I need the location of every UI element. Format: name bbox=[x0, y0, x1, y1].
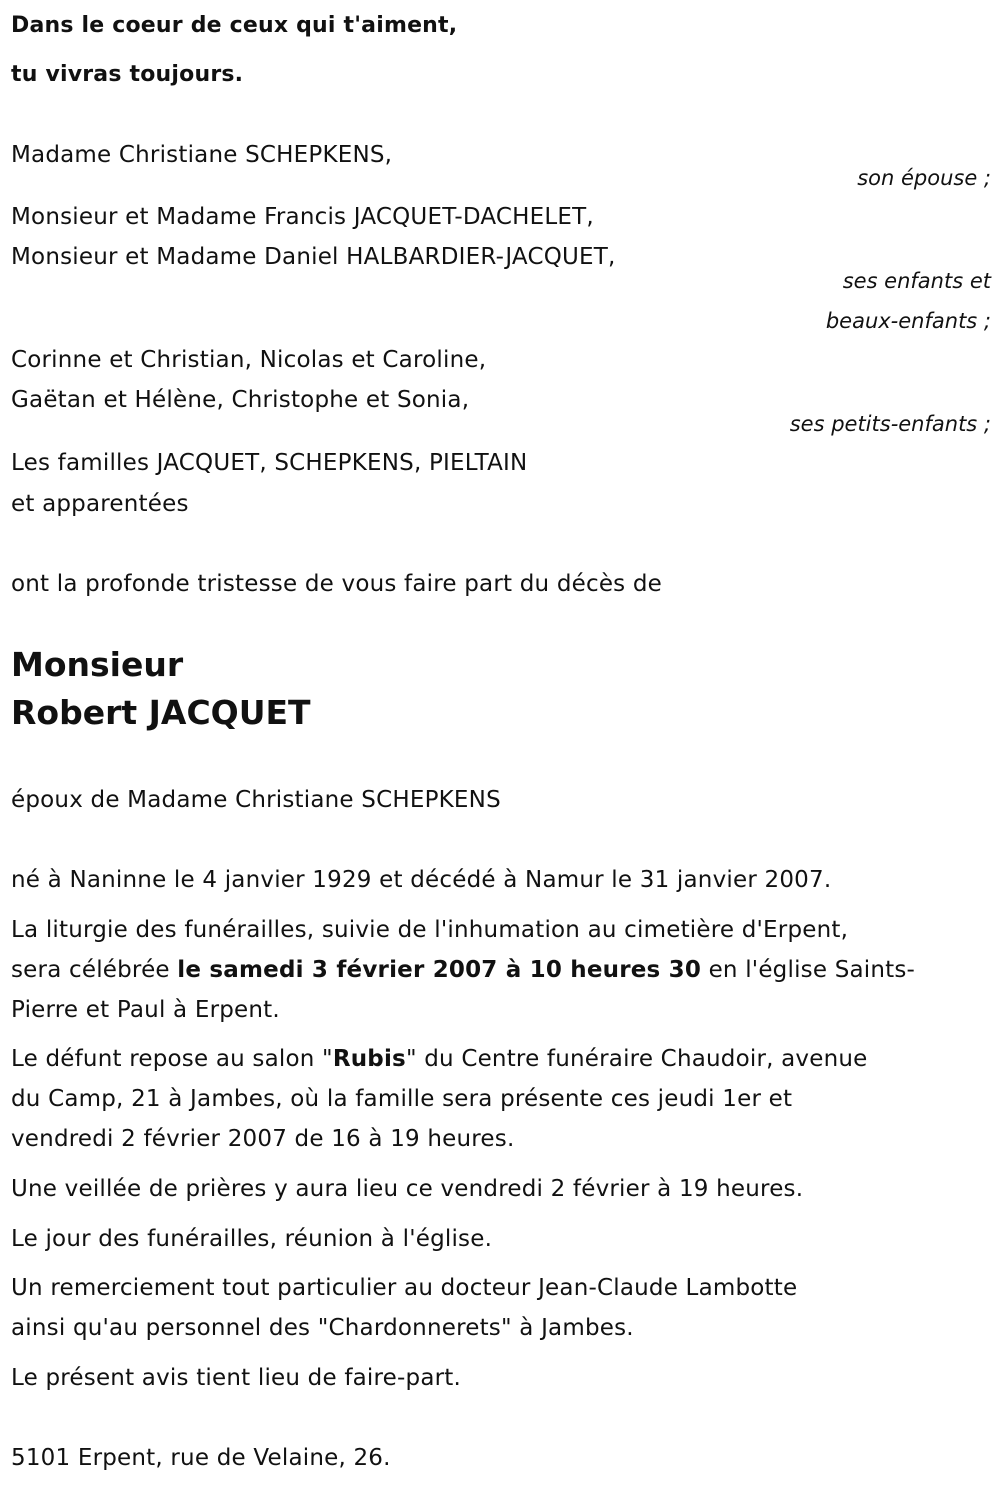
birth-death-line: né à Naninne le 4 janvier 1929 et décédé à Namur le 31 janvier 2007. bbox=[11, 867, 832, 893]
spouse-relation: son épouse ; bbox=[857, 166, 991, 190]
rest-line-1-post: " du Centre funéraire Chaudoir, avenue bbox=[405, 1046, 868, 1072]
salon-name: Rubis bbox=[332, 1046, 406, 1072]
notice-line: Le présent avis tient lieu de faire-part. bbox=[11, 1365, 462, 1391]
children-relation-2: beaux-enfants ; bbox=[825, 309, 991, 333]
rest-line-3: vendredi 2 février 2007 de 16 à 19 heures. bbox=[11, 1126, 515, 1152]
child-couple-2: Monsieur et Madame Daniel HALBARDIER-JACQUET, bbox=[11, 244, 616, 270]
grandchildren-line-2: Gaëtan et Hélène, Christophe et Sonia, bbox=[11, 387, 470, 413]
liturgy-line-2-post: en l'église Saints- bbox=[701, 957, 916, 983]
deceased-name: Robert JACQUET bbox=[11, 693, 311, 732]
child-couple-1: Monsieur et Madame Francis JACQUET-DACHELET, bbox=[11, 204, 594, 230]
ceremony-date-time: le samedi 3 février 2007 à 10 heures 30 bbox=[177, 957, 702, 983]
meeting-line: Le jour des funérailles, réunion à l'église. bbox=[11, 1226, 493, 1252]
grandchildren-relation: ses petits-enfants ; bbox=[789, 412, 991, 436]
rest-line-1-pre: Le défunt repose au salon " bbox=[11, 1046, 333, 1072]
epitaph-line-2: tu vivras toujours. bbox=[11, 62, 244, 87]
grandchildren-line-1: Corinne et Christian, Nicolas et Caroline, bbox=[11, 347, 487, 373]
thanks-line-2: ainsi qu'au personnel des "Chardonnerets" à Jambes. bbox=[11, 1315, 634, 1341]
announcement: ont la profonde tristesse de vous faire part du décès de bbox=[11, 571, 663, 597]
rest-line-2: du Camp, 21 à Jambes, où la famille sera présente ces jeudi 1er et bbox=[11, 1086, 793, 1112]
families-line-2: et apparentées bbox=[11, 491, 189, 517]
deceased-spouse-line: époux de Madame Christiane SCHEPKENS bbox=[11, 787, 501, 813]
liturgy-line-2-pre: sera célébrée bbox=[11, 957, 178, 983]
thanks-line-1: Un remerciement tout particulier au docteur Jean-Claude Lambotte bbox=[11, 1275, 798, 1301]
liturgy-line-2 bbox=[11, 956, 915, 984]
liturgy-line-3: Pierre et Paul à Erpent. bbox=[11, 997, 280, 1023]
families-line-1: Les familles JACQUET, SCHEPKENS, PIELTAIN bbox=[11, 450, 528, 476]
children-relation-1: ses enfants et bbox=[842, 269, 991, 293]
rest-line-1 bbox=[11, 1045, 868, 1073]
address-line: 5101 Erpent, rue de Velaine, 26. bbox=[11, 1445, 391, 1471]
liturgy-line-1: La liturgie des funérailles, suivie de l'inhumation au cimetière d'Erpent, bbox=[11, 917, 849, 943]
vigil-line: Une veillée de prières y aura lieu ce vendredi 2 février à 19 heures. bbox=[11, 1176, 804, 1202]
epitaph-line-1: Dans le coeur de ceux qui t'aiment, bbox=[11, 13, 458, 38]
deceased-title: Monsieur bbox=[11, 645, 184, 684]
spouse-name: Madame Christiane SCHEPKENS, bbox=[11, 142, 393, 168]
